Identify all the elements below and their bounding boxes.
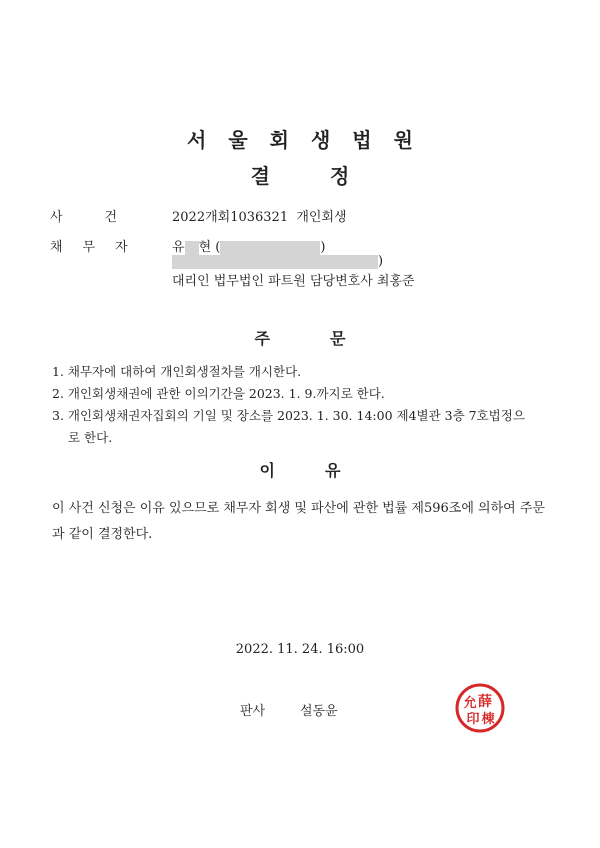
document-title: 결정 <box>250 164 410 188</box>
debtor-name-first: 유 <box>172 240 185 255</box>
name-redaction <box>185 241 199 255</box>
order-item-1: 1. 채무자에 대하여 개인회생절차를 개시한다. <box>52 364 302 379</box>
order-item-3-continued: 로 한다. <box>68 430 113 445</box>
decision-datetime: 2022. 11. 24. 16:00 <box>235 642 365 657</box>
case-number-line <box>172 206 347 225</box>
debtor-name-line <box>172 236 325 255</box>
judge-seal-icon <box>454 682 506 734</box>
svg-text:允: 允 <box>463 696 477 711</box>
seal-svg <box>454 682 506 734</box>
id-open-paren: ( <box>215 240 221 255</box>
id-close-paren: ) <box>320 240 326 255</box>
debtor-label: 채무자 <box>50 240 148 255</box>
debtor-agent-line: 대리인 법무법인 파트원 담당변호사 최홍준 <box>172 274 415 289</box>
svg-text:棟: 棟 <box>481 712 495 727</box>
debtor-address-line <box>172 254 383 269</box>
address-redaction <box>172 255 378 269</box>
order-heading: 주문 <box>254 329 406 348</box>
svg-text:印: 印 <box>466 712 480 727</box>
case-label: 사건 <box>50 210 160 225</box>
judge-name: 설동윤 <box>300 704 338 719</box>
address-close-paren: ) <box>378 254 384 269</box>
case-number: 2022개회1036321 <box>172 210 289 225</box>
order-item-2: 2. 개인회생채권에 관한 이의기간을 2023. 1. 9.까지로 한다. <box>52 386 385 401</box>
case-type: 개인회생 <box>296 210 347 225</box>
court-name: 서울회생법원 <box>187 128 435 152</box>
order-item-3: 3. 개인회생채권자집회의 기일 및 장소를 2023. 1. 30. 14:00 제4별관 3층 7호법정으 <box>52 408 525 423</box>
id-redaction <box>220 241 320 255</box>
debtor-name-last: 현 <box>198 240 212 255</box>
svg-text:薛: 薛 <box>478 694 492 710</box>
reason-heading: 이유 <box>259 461 391 480</box>
reason-text: 이 사건 신청은 이유 있으므로 채무자 회생 및 파산에 관한 법률 제596조에 의하여 주문과 같이 결정한다. <box>52 501 545 542</box>
judge-title: 판사 <box>240 704 266 719</box>
